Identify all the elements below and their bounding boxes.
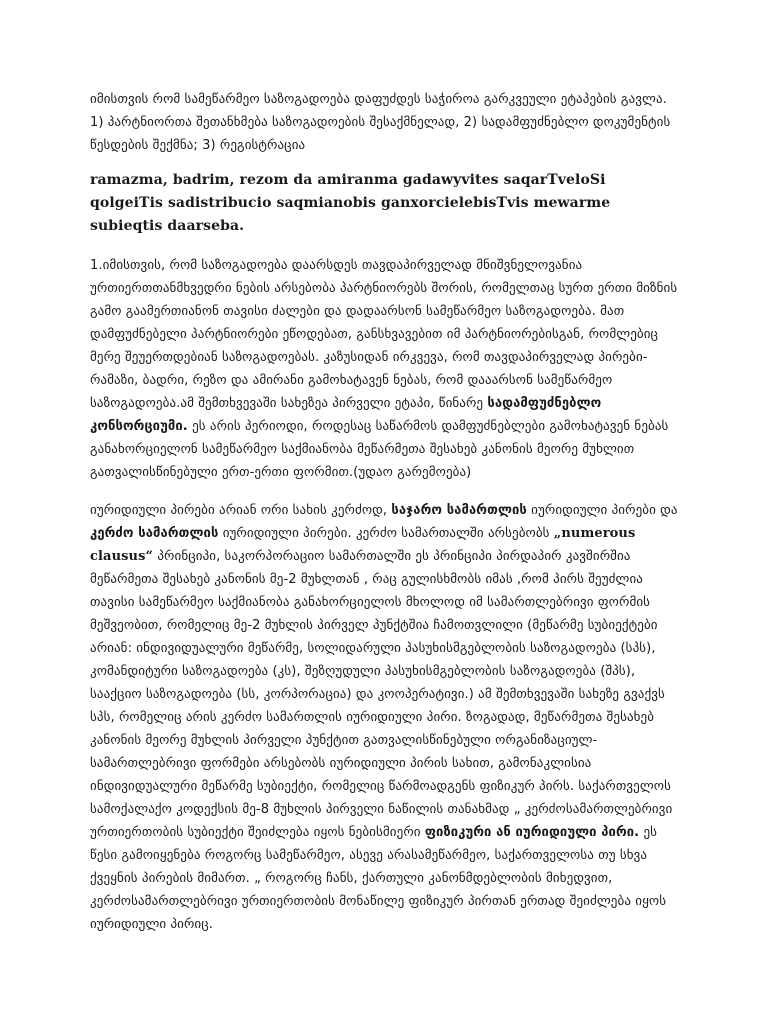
document-page xyxy=(90,88,682,936)
legal-text-4: პრინციპი, საკორპორაციო სამართალში ეს პრინციპი პირდაპირ კავშირშია მეწარმეთა შესახებ კანონის მე-2 მუხლთან , რაც გულისხმობს იმას ,რომ პირს შეუძლია თავისი სამეწარმეო საქმიანობა განახორციელოს მხოლოდ იმ სამართლებრივი ფორმის მეშვეობით, რომელიც მე-2 მუხლის პირველ პუნქტშია ჩამოთვლილი (მეწარმე სუბიექტები არიან: ინდივიდუალური მეწარმე, სოლიდარული პასუხისმგებლობის საზოგადოება (სპს), კომანდიტური საზოგადოება (კს), შეზღუდული პასუხისმგებლობის საზოგადოება (შპს), სააქციო საზოგადოება (სს, კორპორაცია) და კოოპერატივი.) ამ შემთხვევაში სახეზე გვაქვს სპს, რომელიც არის კერძო სამართლის იურიდიული პირი. ზოგადად, მეწარმეთა შესახებ კანონის მეორე მუხლის პირველი პუნქტით გათვალისწინებული ორგანიზაციულ-სამართლებრივი ფორმები არსებობს იურიდიული პირის სახით, გამონაკლისია ინდივიდუალური მეწარმე სუბიექტი, რომელიც წარმოადგენს ფიზიკურ პირს. საქართველოს სამოქალაქო კოდექსის მე-8 მუხლის პირველი ნაწილის თანახმად „ კერძოსამართლებრივი ურთიერთობის სუბიექტი შეიძლება იყოს ნებისმიერი xyxy=(90,549,673,840)
numerus-clausus-term: „numerous clausus“ xyxy=(90,526,636,564)
legal-text-1: იურიდიული პირები არიან ორი სახის კერძოდ, xyxy=(90,503,392,518)
founding-consortium-term: სადამფუძნებლო კონსორციუმი. xyxy=(90,396,602,434)
public-law-term: საჯარო სამართლის xyxy=(391,503,527,518)
case-statement-paragraph: ramazma, badrim, rezom da amiranma gadawyvites saqarTveloSi qolgeiTis sadistribucio saqmianobis ganxorcielebisTvis mewarme subieqtis daarseba. xyxy=(90,172,611,234)
intro-paragraph: იმისთვის რომ სამეწარმეო საზოგადოება დაფუძდეს საჭიროა გარკვეული ეტაპების გავლა. 1) პარტნიორთა შეთანხმება საზოგადოების შესაქმნელად, 2) სადამფუძნებლო დოკუმენტის წესდების შექმნა; 3) რეგისტრაცია xyxy=(90,92,671,153)
analysis-paragraph xyxy=(90,254,682,484)
analysis-text-2: ეს არის პერიოდი, როდესაც საწარმოს დამფუძნებლები გამოხატავენ ნებას განახორციელონ სამეწარმეო საქმიანობა მეწარმეთა შესახებ კანონის მეორე მუხლით გათვალისწინებული ერთ-ერთი ფორმით.(უდაო გარემოება) xyxy=(90,419,669,480)
analysis-text-1: 1.იმისთვის, რომ საზოგადოება დაარსდეს თავდაპირველად მნიშვნელოვანია ურთიერთთანმხვედრი ნების არსებობა პარტნიორებს შორის, რომელთაც სურთ ერთი მიზნის გამო გაამერთიანონ თავისი ძალები და დადაარსონ სამეწარმეო საზოგადოება. მათ დამფუძნებელი პარტნიორები ეწოდებათ, განსხვავებით იმ პარტნიორებისგან, რომლებიც მერე შეუერთდებიან საზოგადოებას. კაზუსიდან ირკვევა, რომ თავდაპირველად პირები- რამაზი, ბადრი, რეზო და ამირანი გამოხატავენ ნებას, რომ დააარსონ სამეწარმეო საზოგადოება.ამ შემთხვევაში სახეზეა პირველი ეტაპი, წინარე xyxy=(90,258,678,411)
legal-text-2: იურიდიული პირები და xyxy=(526,503,678,518)
legal-text-5: ეს წესი გამოიყენება როგორც სამეწარმეო, ასევე არასამეწარმეო, საქართველოსა თუ სხვა ქვეყნის პირების მიმართ. „ როგორც ჩანს, ქართული კანონმდებლობის მიხედვით, კერძოსამართლებრივი ურთიერთობის მონაწილე ფიზიკურ პირთან ერთად შეიძლება იყოს იურიდიული პირიც. xyxy=(90,825,667,932)
natural-or-legal-person-term: ფიზიკური ან იურიდიული პირი. xyxy=(424,825,640,840)
legal-text-3: იურიდიული პირები. კერძო სამართალში არსებობს xyxy=(218,526,554,541)
private-law-term: კერძო სამართლის xyxy=(90,526,219,541)
legal-entities-paragraph xyxy=(90,499,682,936)
